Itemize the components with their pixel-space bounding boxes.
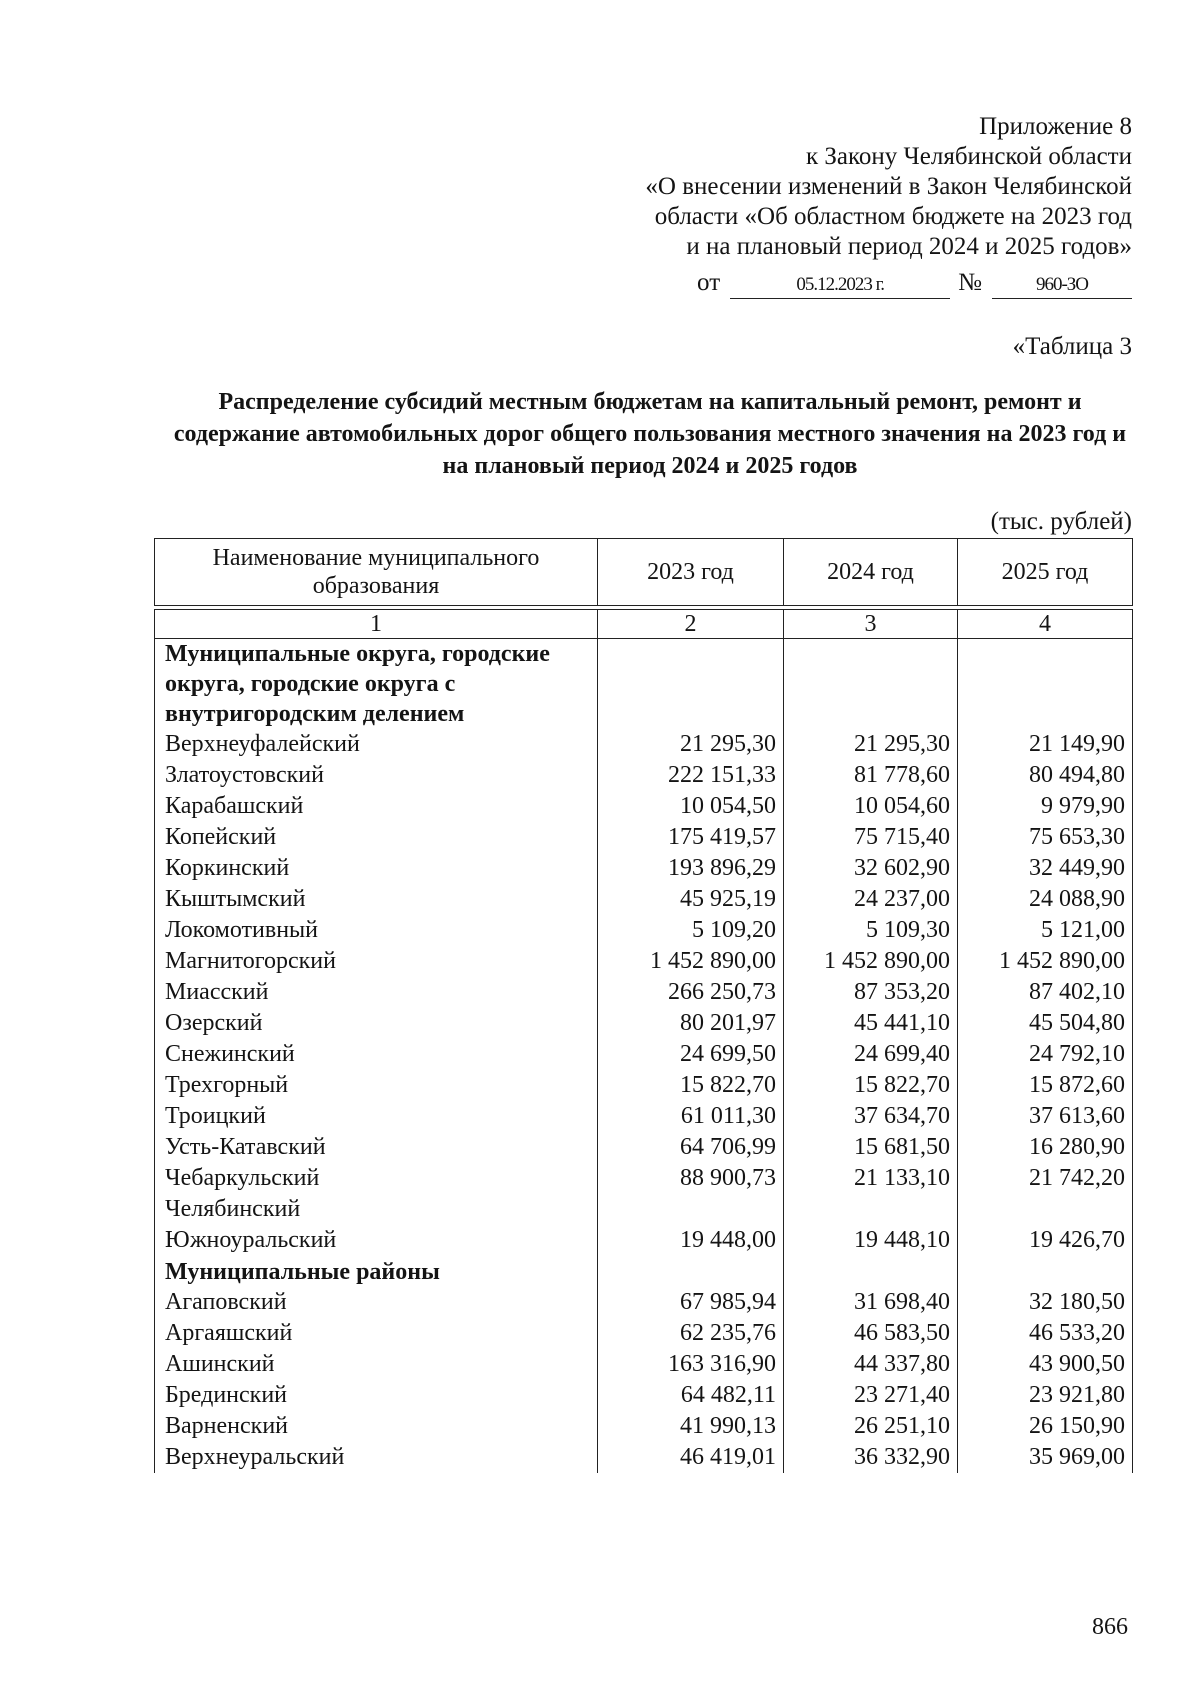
law-number: 960-ЗО <box>992 272 1132 299</box>
value-2023: 62 235,76 <box>598 1318 784 1349</box>
value-2024: 15 822,70 <box>784 1070 958 1101</box>
value-2025: 21 149,90 <box>958 729 1133 760</box>
value-2024: 46 583,50 <box>784 1318 958 1349</box>
table-row <box>155 1194 1133 1225</box>
value-2024: 44 337,80 <box>784 1349 958 1380</box>
value-2024: 10 054,60 <box>784 791 958 822</box>
value-2024 <box>784 1194 958 1225</box>
value-2025: 24 088,90 <box>958 884 1133 915</box>
value-2025: 46 533,20 <box>958 1318 1133 1349</box>
value-2023: 193 896,29 <box>598 853 784 884</box>
table-row <box>155 853 1133 884</box>
appendix-line: области «Об областном бюджете на 2023 год <box>654 203 1132 230</box>
value-2023: 67 985,94 <box>598 1287 784 1318</box>
section-row <box>155 1256 1133 1287</box>
municipality-name: Южноуральский <box>155 1225 598 1256</box>
value-2024: 1 452 890,00 <box>784 946 958 977</box>
municipality-name: Верхнеуральский <box>155 1442 598 1473</box>
value-2025: 80 494,80 <box>958 760 1133 791</box>
column-number: 4 <box>958 610 1133 639</box>
table-row <box>155 1008 1133 1039</box>
municipality-name: Брединский <box>155 1380 598 1411</box>
column-header-2025: 2025 год <box>958 539 1133 606</box>
table-row <box>155 1380 1133 1411</box>
appendix-line: и на плановый период 2024 и 2025 годов» <box>686 233 1132 260</box>
table-reference: «Таблица 3 <box>1012 333 1132 360</box>
value-2025: 5 121,00 <box>958 915 1133 946</box>
municipality-name: Муниципальные районы <box>155 1256 598 1287</box>
column-number-row <box>155 610 1133 639</box>
header-row <box>155 539 1133 606</box>
value-2025: 35 969,00 <box>958 1442 1133 1473</box>
value-2024: 21 295,30 <box>784 729 958 760</box>
municipality-name: Чебаркульский <box>155 1163 598 1194</box>
value-2023: 1 452 890,00 <box>598 946 784 977</box>
subsidy-table <box>154 538 1133 1473</box>
value-2023: 5 109,20 <box>598 915 784 946</box>
value-2025: 1 452 890,00 <box>958 946 1133 977</box>
value-2023: 45 925,19 <box>598 884 784 915</box>
value-2023: 88 900,73 <box>598 1163 784 1194</box>
value-2023 <box>598 1256 784 1287</box>
units-label: (тыс. рублей) <box>990 508 1132 535</box>
value-2025: 16 280,90 <box>958 1132 1133 1163</box>
municipality-name: Локомотивный <box>155 915 598 946</box>
table-row <box>155 1225 1133 1256</box>
value-2024: 23 271,40 <box>784 1380 958 1411</box>
table-row <box>155 1349 1133 1380</box>
value-2024: 32 602,90 <box>784 853 958 884</box>
value-2023: 15 822,70 <box>598 1070 784 1101</box>
municipality-name: Коркинский <box>155 853 598 884</box>
table-row <box>155 977 1133 1008</box>
value-2025 <box>958 1256 1133 1287</box>
municipality-name: Магнитогорский <box>155 946 598 977</box>
table-row <box>155 1287 1133 1318</box>
municipality-name: Челябинский <box>155 1194 598 1225</box>
value-2025: 15 872,60 <box>958 1070 1133 1101</box>
municipality-name: Трехгорный <box>155 1070 598 1101</box>
value-2024: 31 698,40 <box>784 1287 958 1318</box>
column-header-2023: 2023 год <box>598 539 784 606</box>
value-2025: 26 150,90 <box>958 1411 1133 1442</box>
column-header-name: Наименование муниципального образования <box>155 539 598 606</box>
value-2023: 19 448,00 <box>598 1225 784 1256</box>
table-row <box>155 946 1133 977</box>
value-2024: 81 778,60 <box>784 760 958 791</box>
table-row <box>155 1318 1133 1349</box>
table-row <box>155 1411 1133 1442</box>
municipality-name: Аргаяшский <box>155 1318 598 1349</box>
municipality-name: Ашинский <box>155 1349 598 1380</box>
value-2023: 46 419,01 <box>598 1442 784 1473</box>
value-2025: 23 921,80 <box>958 1380 1133 1411</box>
municipality-name: Озерский <box>155 1008 598 1039</box>
municipality-name: Верхнеуфалейский <box>155 729 598 760</box>
value-2025: 43 900,50 <box>958 1349 1133 1380</box>
table-row <box>155 1132 1133 1163</box>
value-2023: 61 011,30 <box>598 1101 784 1132</box>
value-2024: 75 715,40 <box>784 822 958 853</box>
appendix-line: Приложение 8 <box>979 113 1132 140</box>
value-2023: 163 316,90 <box>598 1349 784 1380</box>
value-2024 <box>784 1256 958 1287</box>
municipality-name: Снежинский <box>155 1039 598 1070</box>
table-row <box>155 1101 1133 1132</box>
municipality-name: Карабашский <box>155 791 598 822</box>
appendix-line: к Закону Челябинской области <box>806 143 1132 170</box>
value-2023: 266 250,73 <box>598 977 784 1008</box>
value-2024: 5 109,30 <box>784 915 958 946</box>
table-row <box>155 1442 1133 1473</box>
municipality-name: Златоустовский <box>155 760 598 791</box>
appendix-line: «О внесении изменений в Закон Челябинской <box>645 173 1132 200</box>
law-date: 05.12.2023 г. <box>730 272 950 299</box>
value-2023: 64 482,11 <box>598 1380 784 1411</box>
value-2024: 26 251,10 <box>784 1411 958 1442</box>
value-2025: 45 504,80 <box>958 1008 1133 1039</box>
value-2023: 24 699,50 <box>598 1039 784 1070</box>
value-2023: 41 990,13 <box>598 1411 784 1442</box>
table-row <box>155 884 1133 915</box>
value-2023: 175 419,57 <box>598 822 784 853</box>
value-2024: 36 332,90 <box>784 1442 958 1473</box>
value-2025: 24 792,10 <box>958 1039 1133 1070</box>
section-row <box>155 639 1133 730</box>
value-2025: 21 742,20 <box>958 1163 1133 1194</box>
value-2025: 32 449,90 <box>958 853 1133 884</box>
value-2025: 32 180,50 <box>958 1287 1133 1318</box>
table-row <box>155 760 1133 791</box>
appendix-block <box>432 112 1132 262</box>
municipality-name: Троицкий <box>155 1101 598 1132</box>
from-label: от <box>697 269 721 296</box>
column-number: 2 <box>598 610 784 639</box>
value-2025: 37 613,60 <box>958 1101 1133 1132</box>
value-2024: 87 353,20 <box>784 977 958 1008</box>
value-2025: 87 402,10 <box>958 977 1133 1008</box>
municipality-name: Варненский <box>155 1411 598 1442</box>
value-2023: 222 151,33 <box>598 760 784 791</box>
value-2024: 24 699,40 <box>784 1039 958 1070</box>
value-2025 <box>958 639 1133 730</box>
value-2024: 37 634,70 <box>784 1101 958 1132</box>
number-label: № <box>958 269 982 296</box>
page-number: 866 <box>1092 1614 1128 1640</box>
value-2025: 75 653,30 <box>958 822 1133 853</box>
value-2024: 15 681,50 <box>784 1132 958 1163</box>
municipality-name: Кыштымский <box>155 884 598 915</box>
value-2023: 10 054,50 <box>598 791 784 822</box>
table-row <box>155 822 1133 853</box>
table-row <box>155 1039 1133 1070</box>
value-2025 <box>958 1194 1133 1225</box>
value-2024 <box>784 639 958 730</box>
document-title: Распределение субсидий местным бюджетам на капитальный ремонт, ремонт и содержание автомобильных дорог общего пользования местного значения на 2023 год и на плановый период 2024 и 2025 годов <box>173 389 1127 479</box>
value-2023 <box>598 639 784 730</box>
value-2023: 21 295,30 <box>598 729 784 760</box>
law-date-number <box>612 268 1132 299</box>
municipality-name: Агаповский <box>155 1287 598 1318</box>
value-2023 <box>598 1194 784 1225</box>
column-number: 3 <box>784 610 958 639</box>
table-row <box>155 729 1133 760</box>
value-2024: 45 441,10 <box>784 1008 958 1039</box>
municipality-name: Усть-Катавский <box>155 1132 598 1163</box>
value-2023: 64 706,99 <box>598 1132 784 1163</box>
table-row <box>155 915 1133 946</box>
value-2023: 80 201,97 <box>598 1008 784 1039</box>
value-2025: 19 426,70 <box>958 1225 1133 1256</box>
column-number: 1 <box>155 610 598 639</box>
column-header-2024: 2024 год <box>784 539 958 606</box>
value-2024: 24 237,00 <box>784 884 958 915</box>
municipality-name: Миасский <box>155 977 598 1008</box>
value-2024: 19 448,10 <box>784 1225 958 1256</box>
table-row <box>155 1163 1133 1194</box>
municipality-name: Копейский <box>155 822 598 853</box>
value-2024: 21 133,10 <box>784 1163 958 1194</box>
table-row <box>155 791 1133 822</box>
value-2025: 9 979,90 <box>958 791 1133 822</box>
municipality-name: Муниципальные округа, городские округа, городские округа с внутригородским делением <box>155 639 598 730</box>
table-row <box>155 1070 1133 1101</box>
